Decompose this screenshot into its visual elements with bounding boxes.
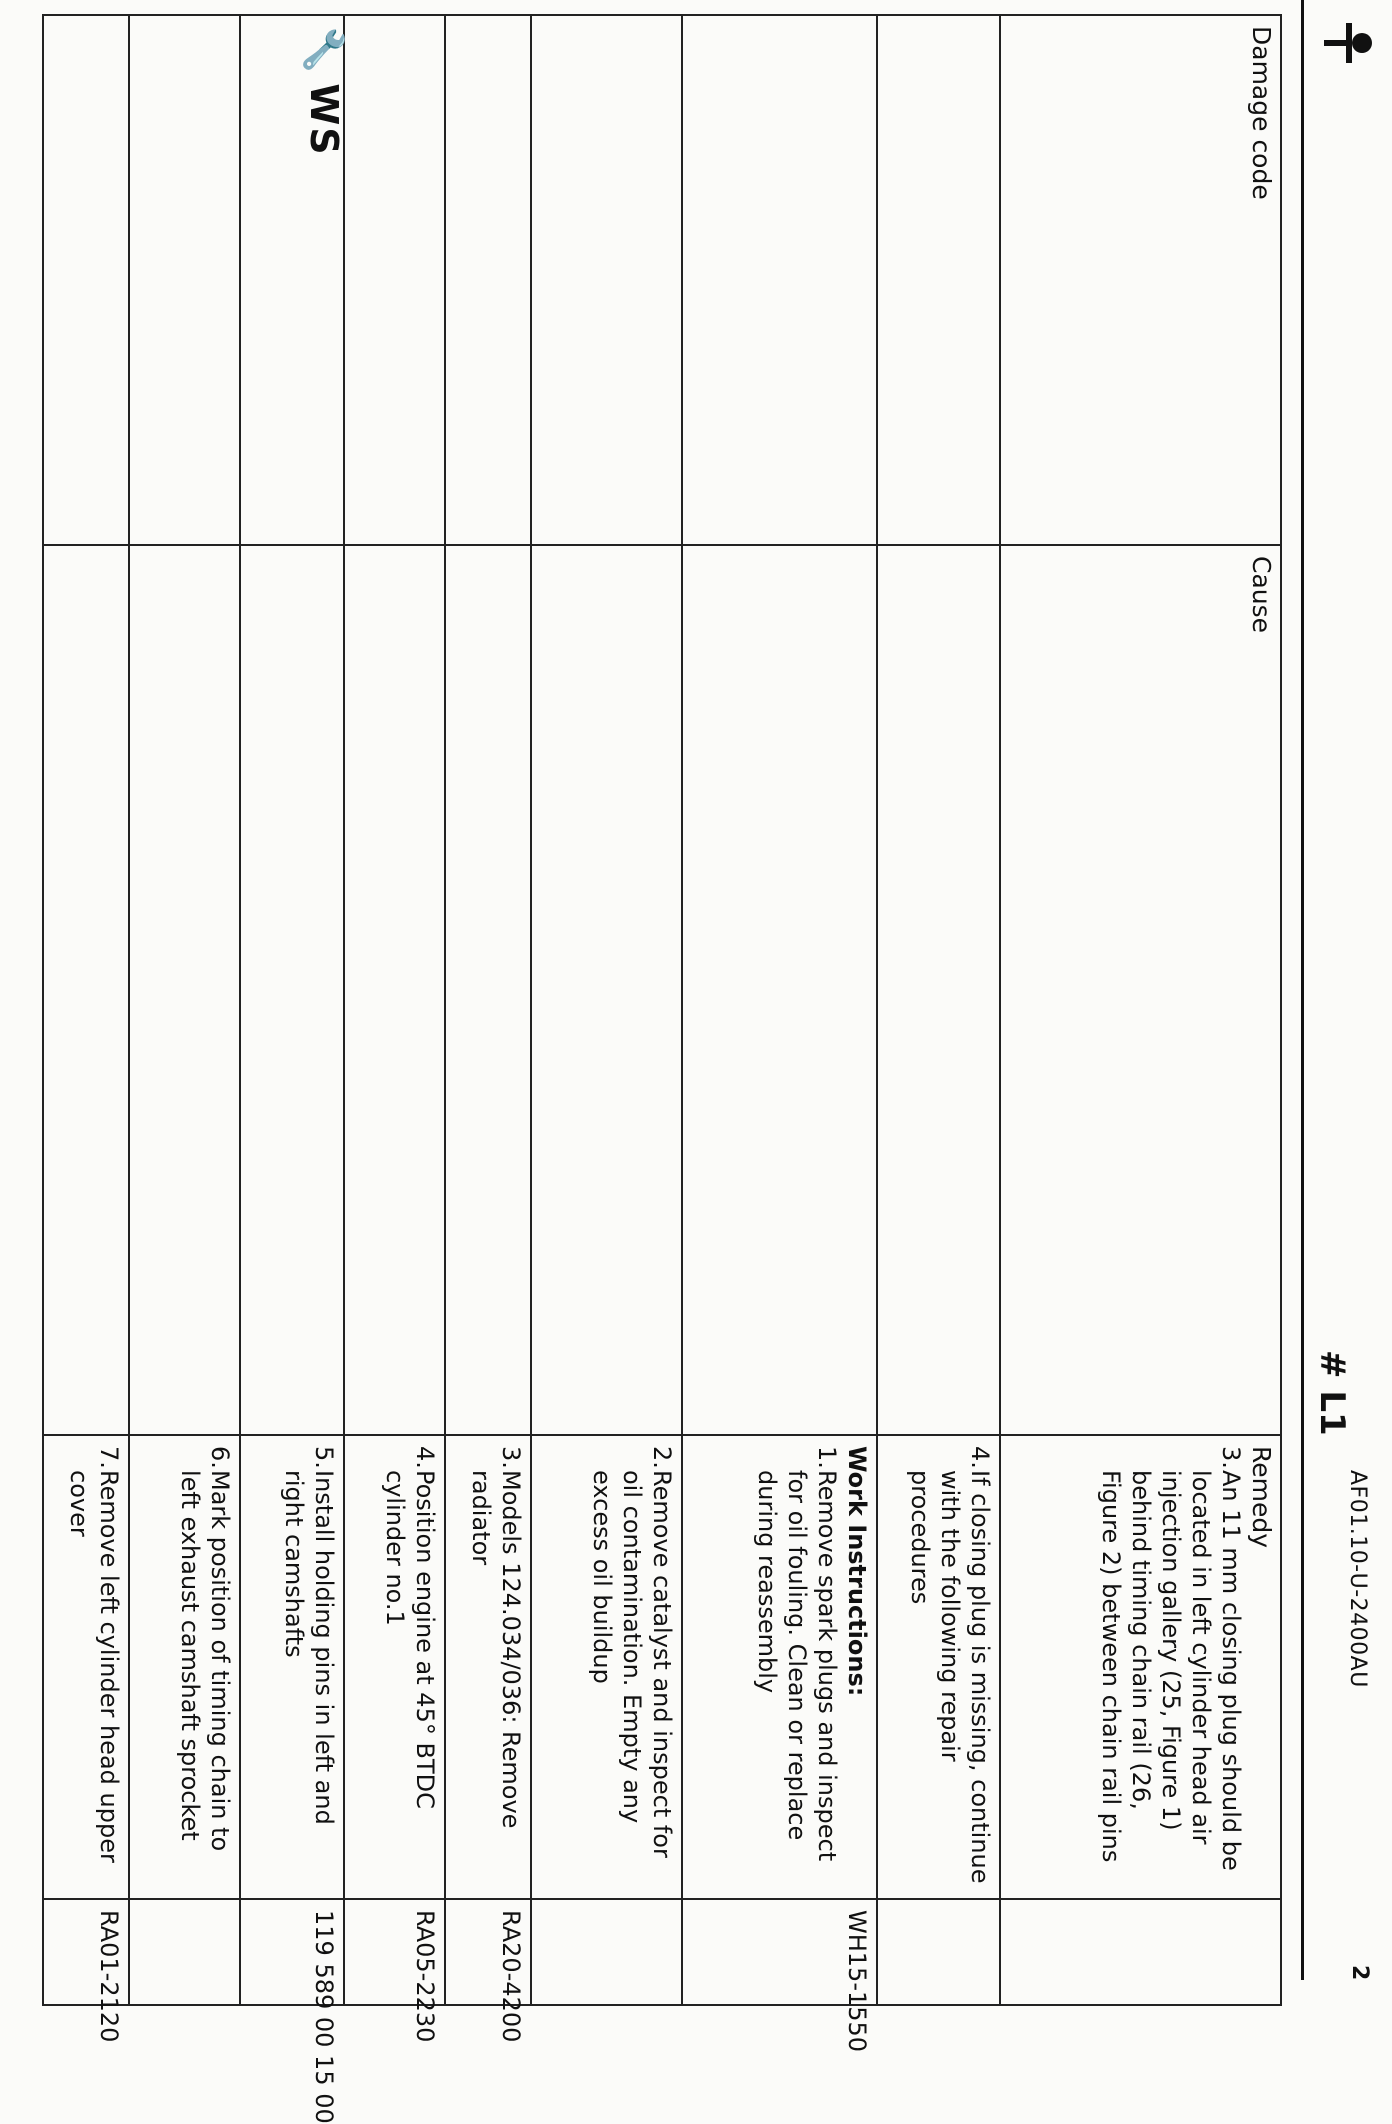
list-item	[752, 1446, 842, 1888]
item-text: Remove spark plugs and inspect for oil fouling. Clean or replace during reassembly	[752, 1470, 841, 1862]
remedy-header: Remedy	[1247, 1446, 1276, 1549]
reference-cell: RA05-2230	[344, 1899, 445, 2005]
item-text: Models 124.034/036: Remove radiator	[467, 1470, 526, 1829]
work-instructions-title: Work Instructions:	[842, 1446, 871, 1697]
table-row	[877, 15, 1000, 2005]
item-text: Install holding pins in left and right camshafts	[279, 1470, 338, 1825]
header-rule	[1301, 0, 1304, 1980]
item-text: Remove left cylinder head upper cover	[65, 1470, 124, 1863]
damage-table	[42, 14, 1282, 2124]
ws-label: WS	[301, 83, 346, 157]
reference-cell	[531, 1899, 681, 2005]
table-row	[129, 15, 240, 2005]
item-text: Position engine at 45° BTDC cylinder no.1	[381, 1470, 440, 1809]
item-number: 2.	[647, 1446, 676, 1469]
list-item	[279, 1446, 339, 1888]
damage-code-header: Damage code	[1000, 15, 1281, 545]
remedy-cell	[682, 1435, 877, 1899]
item-text: Remove catalyst and inspect for oil contamination. Empty any excess oil buildup	[587, 1470, 676, 1858]
list-item	[905, 1446, 995, 1888]
item-number: 4.	[411, 1446, 440, 1469]
item-number: 5.	[309, 1446, 338, 1469]
list-item	[64, 1446, 124, 1888]
reference-cell: RA01-2120	[43, 1899, 129, 2005]
remedy-cell	[1000, 1435, 1281, 1899]
item-number: 4.	[965, 1446, 994, 1469]
document-id: AF01.10-U-2400AU	[1345, 1470, 1370, 1688]
table-row	[1000, 15, 1281, 2005]
list-item	[466, 1446, 526, 1888]
item-number: 6.	[206, 1446, 235, 1469]
item-text: If closing plug is missing, continue with the following repair procedures	[905, 1470, 994, 1884]
table-row	[43, 15, 129, 2005]
item-number: 3.	[497, 1446, 526, 1469]
remedy-cell	[877, 1435, 1000, 1899]
item-text: An 11 mm closing plug should be located in left cylinder head air injection gallery (25, Figure 1) behind timing chain rail (26, Figure 2) between chain rail pins	[1097, 1470, 1245, 1871]
list-item	[175, 1446, 235, 1888]
remedy-cell	[445, 1435, 531, 1899]
list-item	[587, 1446, 677, 1888]
page-number: 2	[1347, 1965, 1372, 1981]
remedy-cell	[240, 1435, 344, 1899]
item-number: 3.	[1217, 1446, 1245, 1469]
table-row	[344, 15, 445, 2005]
table-row	[445, 15, 531, 2005]
table-row	[531, 15, 681, 2005]
list-item	[380, 1446, 440, 1888]
reference-cell: 119 589 00 15 00	[240, 1899, 344, 2005]
reference-cell: RA20-4200	[445, 1899, 531, 2005]
list-item	[1096, 1446, 1246, 1888]
reference-header	[1000, 1899, 1281, 2005]
item-number: 7.	[95, 1446, 124, 1469]
page-tag: # L1	[1312, 1350, 1352, 1436]
remedy-cell	[344, 1435, 445, 1899]
item-text: Mark position of timing chain to left exhaust camshaft sprocket	[176, 1470, 235, 1852]
ws-cell	[240, 15, 344, 545]
cause-header: Cause	[1000, 545, 1281, 1435]
reference-cell: WH15-1550	[682, 1899, 877, 2005]
table-row	[240, 15, 344, 2005]
remedy-cell	[43, 1435, 129, 1899]
reference-cell	[129, 1899, 240, 2005]
remedy-cell	[531, 1435, 681, 1899]
item-number: 1.	[812, 1446, 841, 1469]
table-row	[682, 15, 877, 2005]
logo-icon	[1322, 18, 1380, 68]
wrench-icon: 🔧	[301, 26, 346, 76]
remedy-cell	[129, 1435, 240, 1899]
